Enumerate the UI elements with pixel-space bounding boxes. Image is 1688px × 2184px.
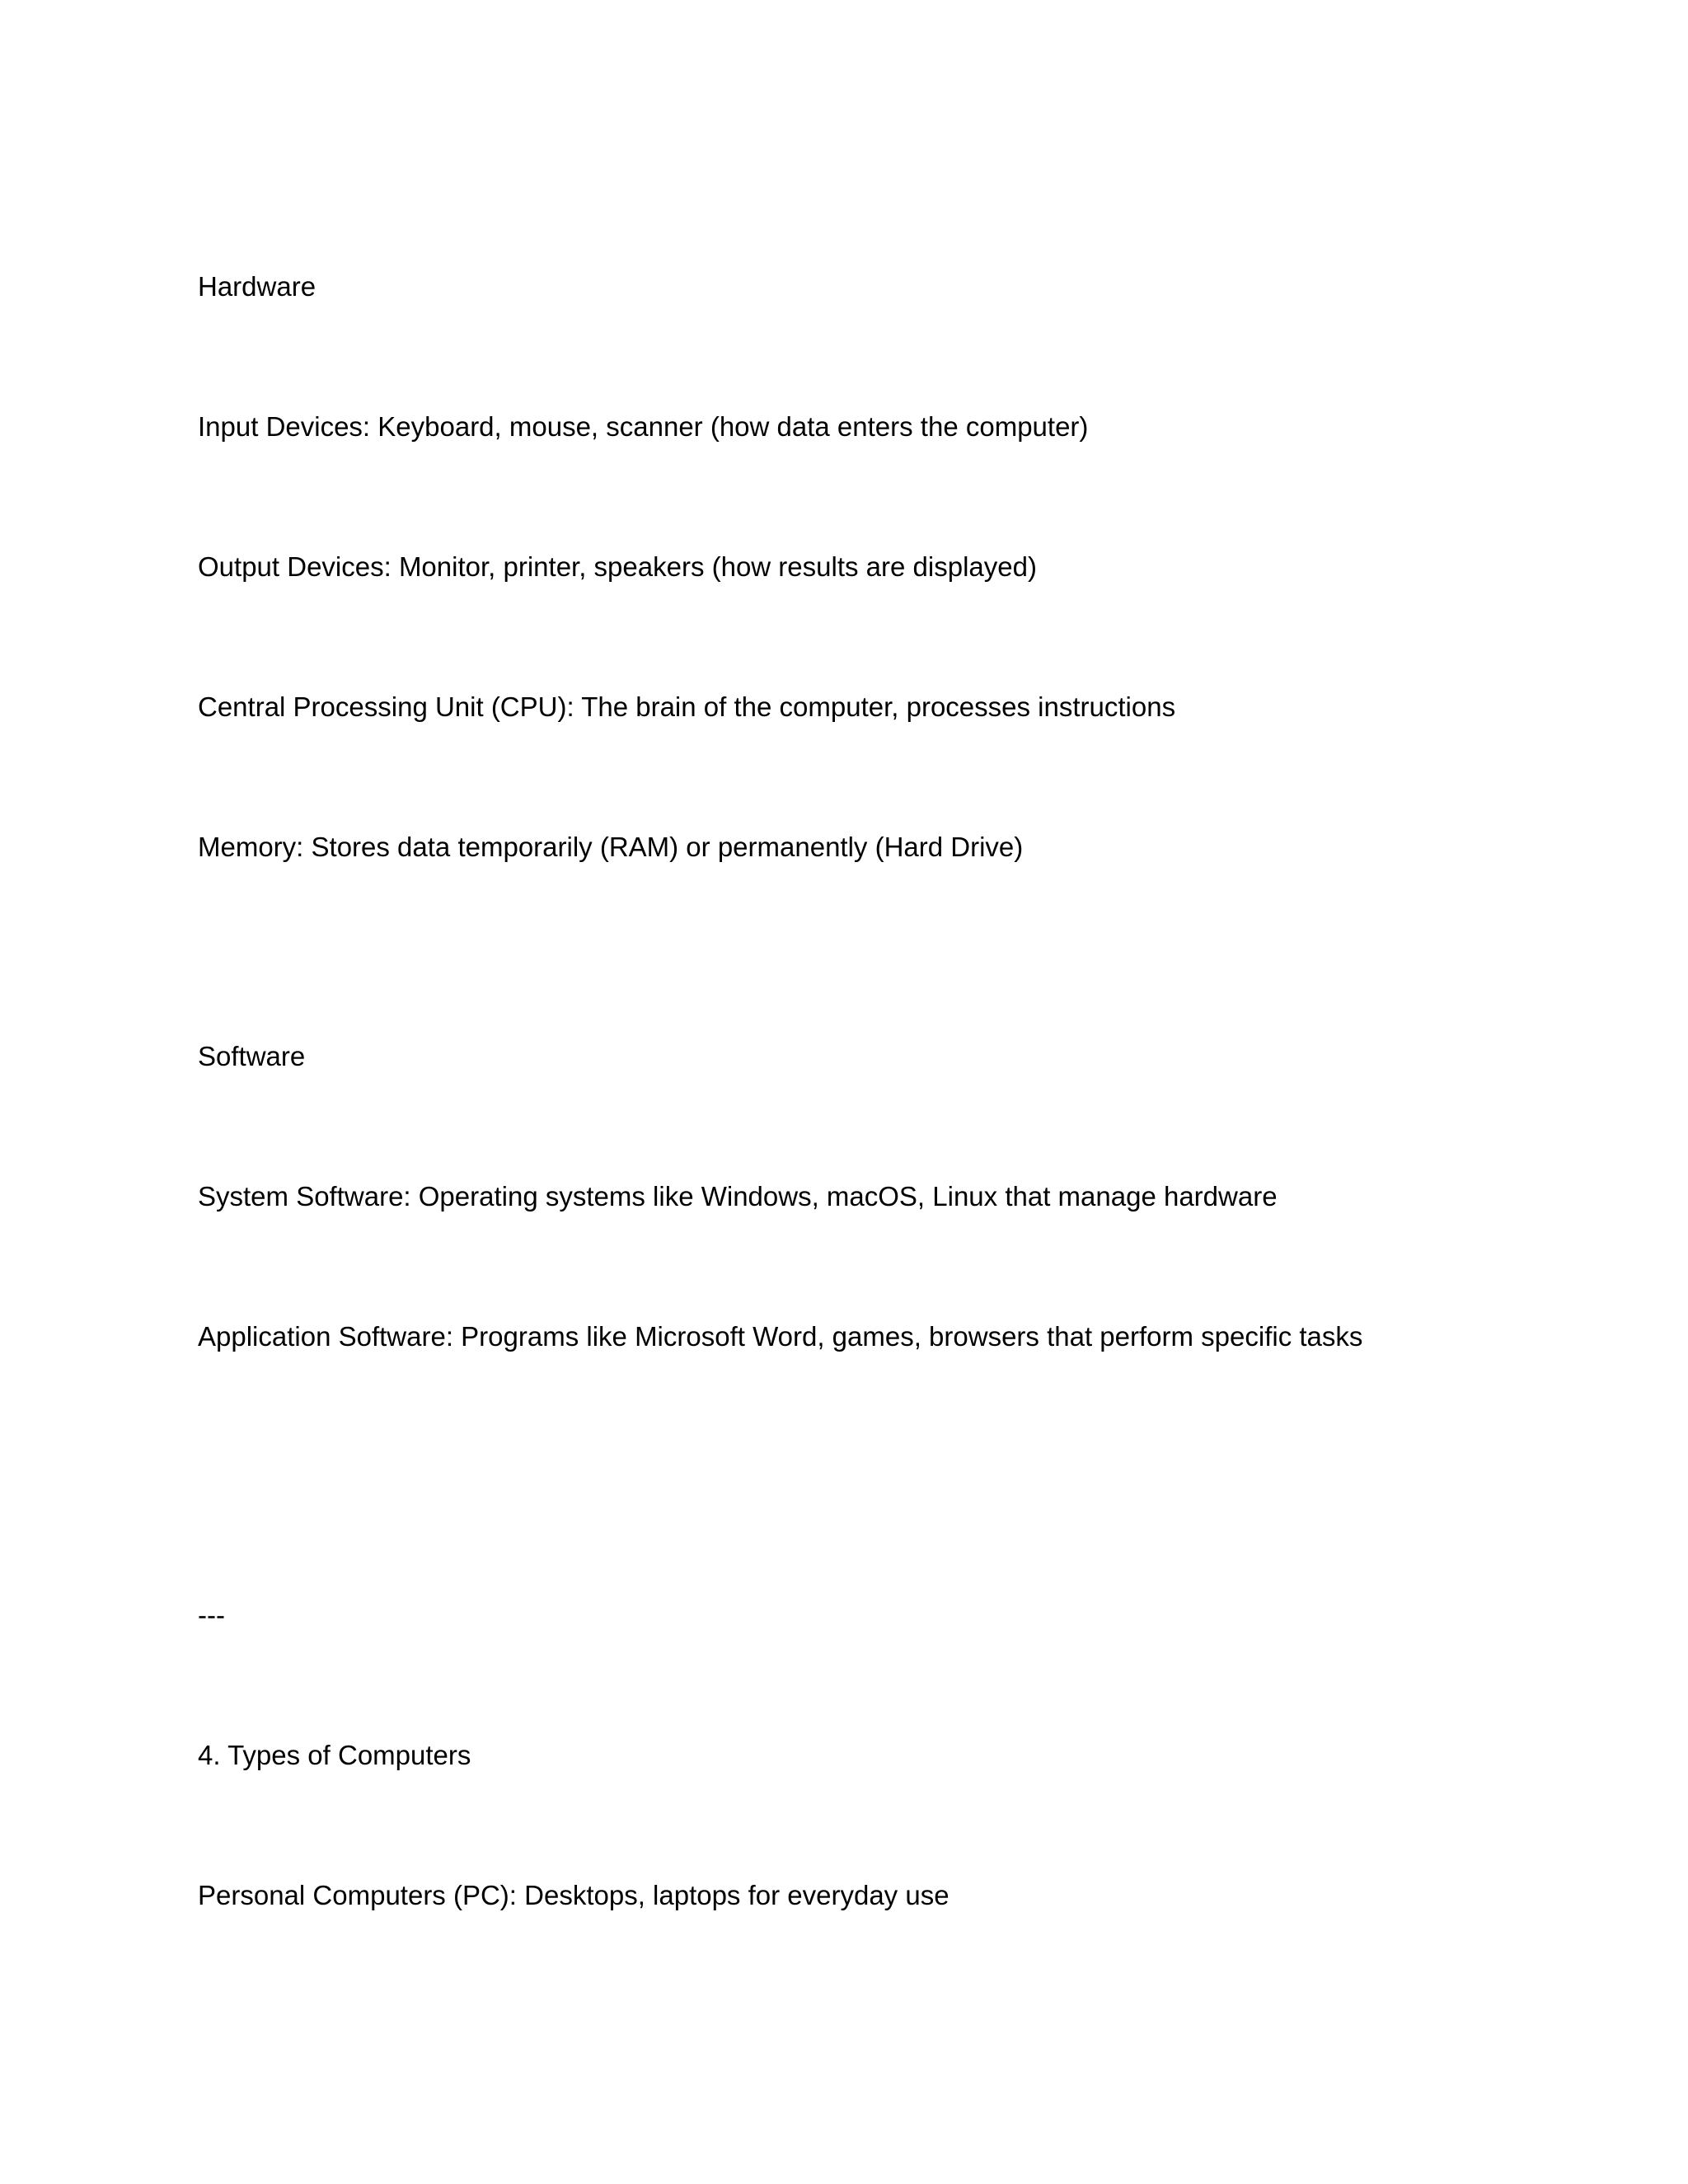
software-item-system: System Software: Operating systems like Windows, macOS, Linux that manage hardware — [198, 1181, 1278, 1212]
software-item-application: Application Software: Programs like Microsoft Word, games, browsers that perform specific tasks — [198, 1321, 1363, 1352]
types-item-personal-computers: Personal Computers (PC): Desktops, laptops for everyday use — [198, 1880, 950, 1910]
types-of-computers-heading: 4. Types of Computers — [198, 1740, 471, 1770]
section-separator: --- — [198, 1600, 225, 1630]
software-heading: Software — [198, 1041, 306, 1071]
hardware-item-cpu: Central Processing Unit (CPU): The brain of the computer, processes instructions — [198, 691, 1176, 722]
hardware-item-memory: Memory: Stores data temporarily (RAM) or permanently (Hard Drive) — [198, 832, 1024, 862]
hardware-item-input-devices: Input Devices: Keyboard, mouse, scanner (how data enters the computer) — [198, 411, 1089, 442]
hardware-item-output-devices: Output Devices: Monitor, printer, speakers (how results are displayed) — [198, 551, 1037, 582]
hardware-heading: Hardware — [198, 271, 316, 302]
